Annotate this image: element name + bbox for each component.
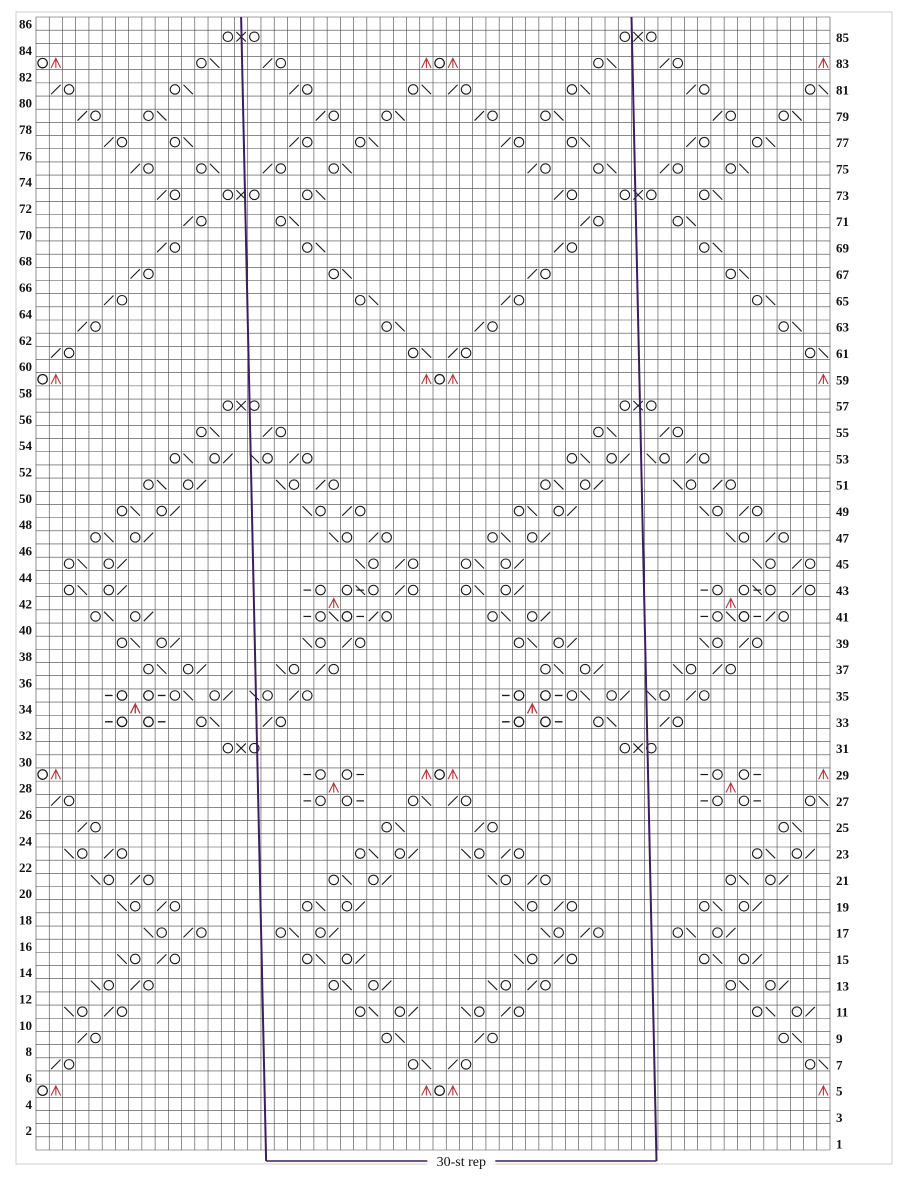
left-row-numbers xyxy=(19,17,33,1139)
row-number-left: 6 xyxy=(25,1070,32,1086)
row-number-right: 65 xyxy=(836,293,849,309)
row-number-right: 29 xyxy=(836,767,849,783)
row-number-left: 68 xyxy=(19,253,32,269)
row-number-left: 16 xyxy=(19,938,32,954)
row-number-right: 83 xyxy=(836,56,849,72)
row-number-right: 75 xyxy=(836,161,849,177)
row-number-left: 60 xyxy=(19,359,32,375)
row-number-right: 67 xyxy=(836,266,849,282)
row-number-right: 39 xyxy=(836,635,849,651)
row-number-left: 70 xyxy=(19,227,32,243)
row-number-right: 13 xyxy=(836,978,849,994)
row-number-left: 40 xyxy=(19,622,32,638)
row-number-right: 55 xyxy=(836,424,849,440)
row-number-left: 8 xyxy=(25,1044,32,1060)
row-number-right: 69 xyxy=(836,240,849,256)
row-number-left: 56 xyxy=(19,411,32,427)
row-number-left: 58 xyxy=(19,385,32,401)
row-number-right: 71 xyxy=(836,214,849,230)
row-number-left: 54 xyxy=(19,438,32,454)
row-number-right: 23 xyxy=(836,846,849,862)
row-number-right: 85 xyxy=(836,29,849,45)
repeat-label: 30-st rep xyxy=(436,1155,487,1170)
row-number-left: 52 xyxy=(19,464,32,480)
right-row-numbers xyxy=(836,30,850,1152)
row-number-left: 84 xyxy=(19,42,32,58)
row-number-right: 15 xyxy=(836,951,849,967)
row-number-left: 78 xyxy=(19,121,32,137)
row-number-right: 11 xyxy=(836,1004,849,1020)
row-number-right: 77 xyxy=(836,135,849,151)
row-number-left: 30 xyxy=(19,754,32,770)
row-number-left: 34 xyxy=(19,701,32,717)
row-number-left: 38 xyxy=(19,648,32,664)
row-number-right: 63 xyxy=(836,319,849,335)
chart-grid xyxy=(36,17,830,1150)
row-number-right: 19 xyxy=(836,899,849,915)
row-number-left: 80 xyxy=(19,95,32,111)
row-number-right: 3 xyxy=(836,1110,843,1126)
row-number-left: 66 xyxy=(19,280,32,296)
row-number-left: 62 xyxy=(19,332,32,348)
row-number-left: 42 xyxy=(19,596,32,612)
row-number-right: 7 xyxy=(836,1057,843,1073)
row-number-right: 35 xyxy=(836,688,849,704)
row-number-right: 1 xyxy=(836,1136,843,1152)
row-number-left: 74 xyxy=(19,174,32,190)
row-number-left: 64 xyxy=(19,306,32,322)
row-number-left: 46 xyxy=(19,543,32,559)
row-number-left: 20 xyxy=(19,886,32,902)
row-number-left: 48 xyxy=(19,517,32,533)
row-number-left: 22 xyxy=(19,859,32,875)
row-number-left: 18 xyxy=(19,912,32,928)
row-number-left: 24 xyxy=(19,833,32,849)
row-number-right: 79 xyxy=(836,108,849,124)
row-number-left: 28 xyxy=(19,780,32,796)
row-number-left: 2 xyxy=(25,1123,32,1139)
row-number-right: 9 xyxy=(836,1031,843,1047)
row-number-right: 21 xyxy=(836,872,849,888)
row-number-right: 73 xyxy=(836,187,849,203)
row-number-right: 27 xyxy=(836,793,849,809)
row-number-left: 12 xyxy=(19,991,32,1007)
row-number-right: 17 xyxy=(836,925,849,941)
row-number-right: 49 xyxy=(836,504,849,520)
row-number-right: 51 xyxy=(836,477,849,493)
row-number-right: 47 xyxy=(836,530,849,546)
row-number-left: 50 xyxy=(19,490,32,506)
row-number-left: 10 xyxy=(19,1017,32,1033)
row-number-right: 5 xyxy=(836,1083,843,1099)
row-number-right: 25 xyxy=(836,820,849,836)
row-number-right: 81 xyxy=(836,82,849,98)
row-number-left: 36 xyxy=(19,675,32,691)
row-number-right: 33 xyxy=(836,714,849,730)
row-number-left: 4 xyxy=(25,1096,32,1112)
row-number-left: 86 xyxy=(19,16,32,32)
row-number-left: 14 xyxy=(19,965,32,981)
row-number-left: 44 xyxy=(19,569,32,585)
row-number-right: 31 xyxy=(836,741,849,757)
row-number-left: 32 xyxy=(19,728,32,744)
row-number-right: 41 xyxy=(836,609,849,625)
row-number-left: 26 xyxy=(19,807,32,823)
row-number-right: 61 xyxy=(836,345,849,361)
row-number-right: 57 xyxy=(836,398,849,414)
row-number-left: 72 xyxy=(19,201,32,217)
row-number-right: 59 xyxy=(836,372,849,388)
row-number-left: 76 xyxy=(19,148,32,164)
row-number-right: 37 xyxy=(836,662,849,678)
row-number-right: 53 xyxy=(836,451,849,467)
row-number-right: 45 xyxy=(836,556,849,572)
chart-frame xyxy=(16,12,892,1164)
row-number-right: 43 xyxy=(836,583,849,599)
row-number-left: 82 xyxy=(19,69,32,85)
